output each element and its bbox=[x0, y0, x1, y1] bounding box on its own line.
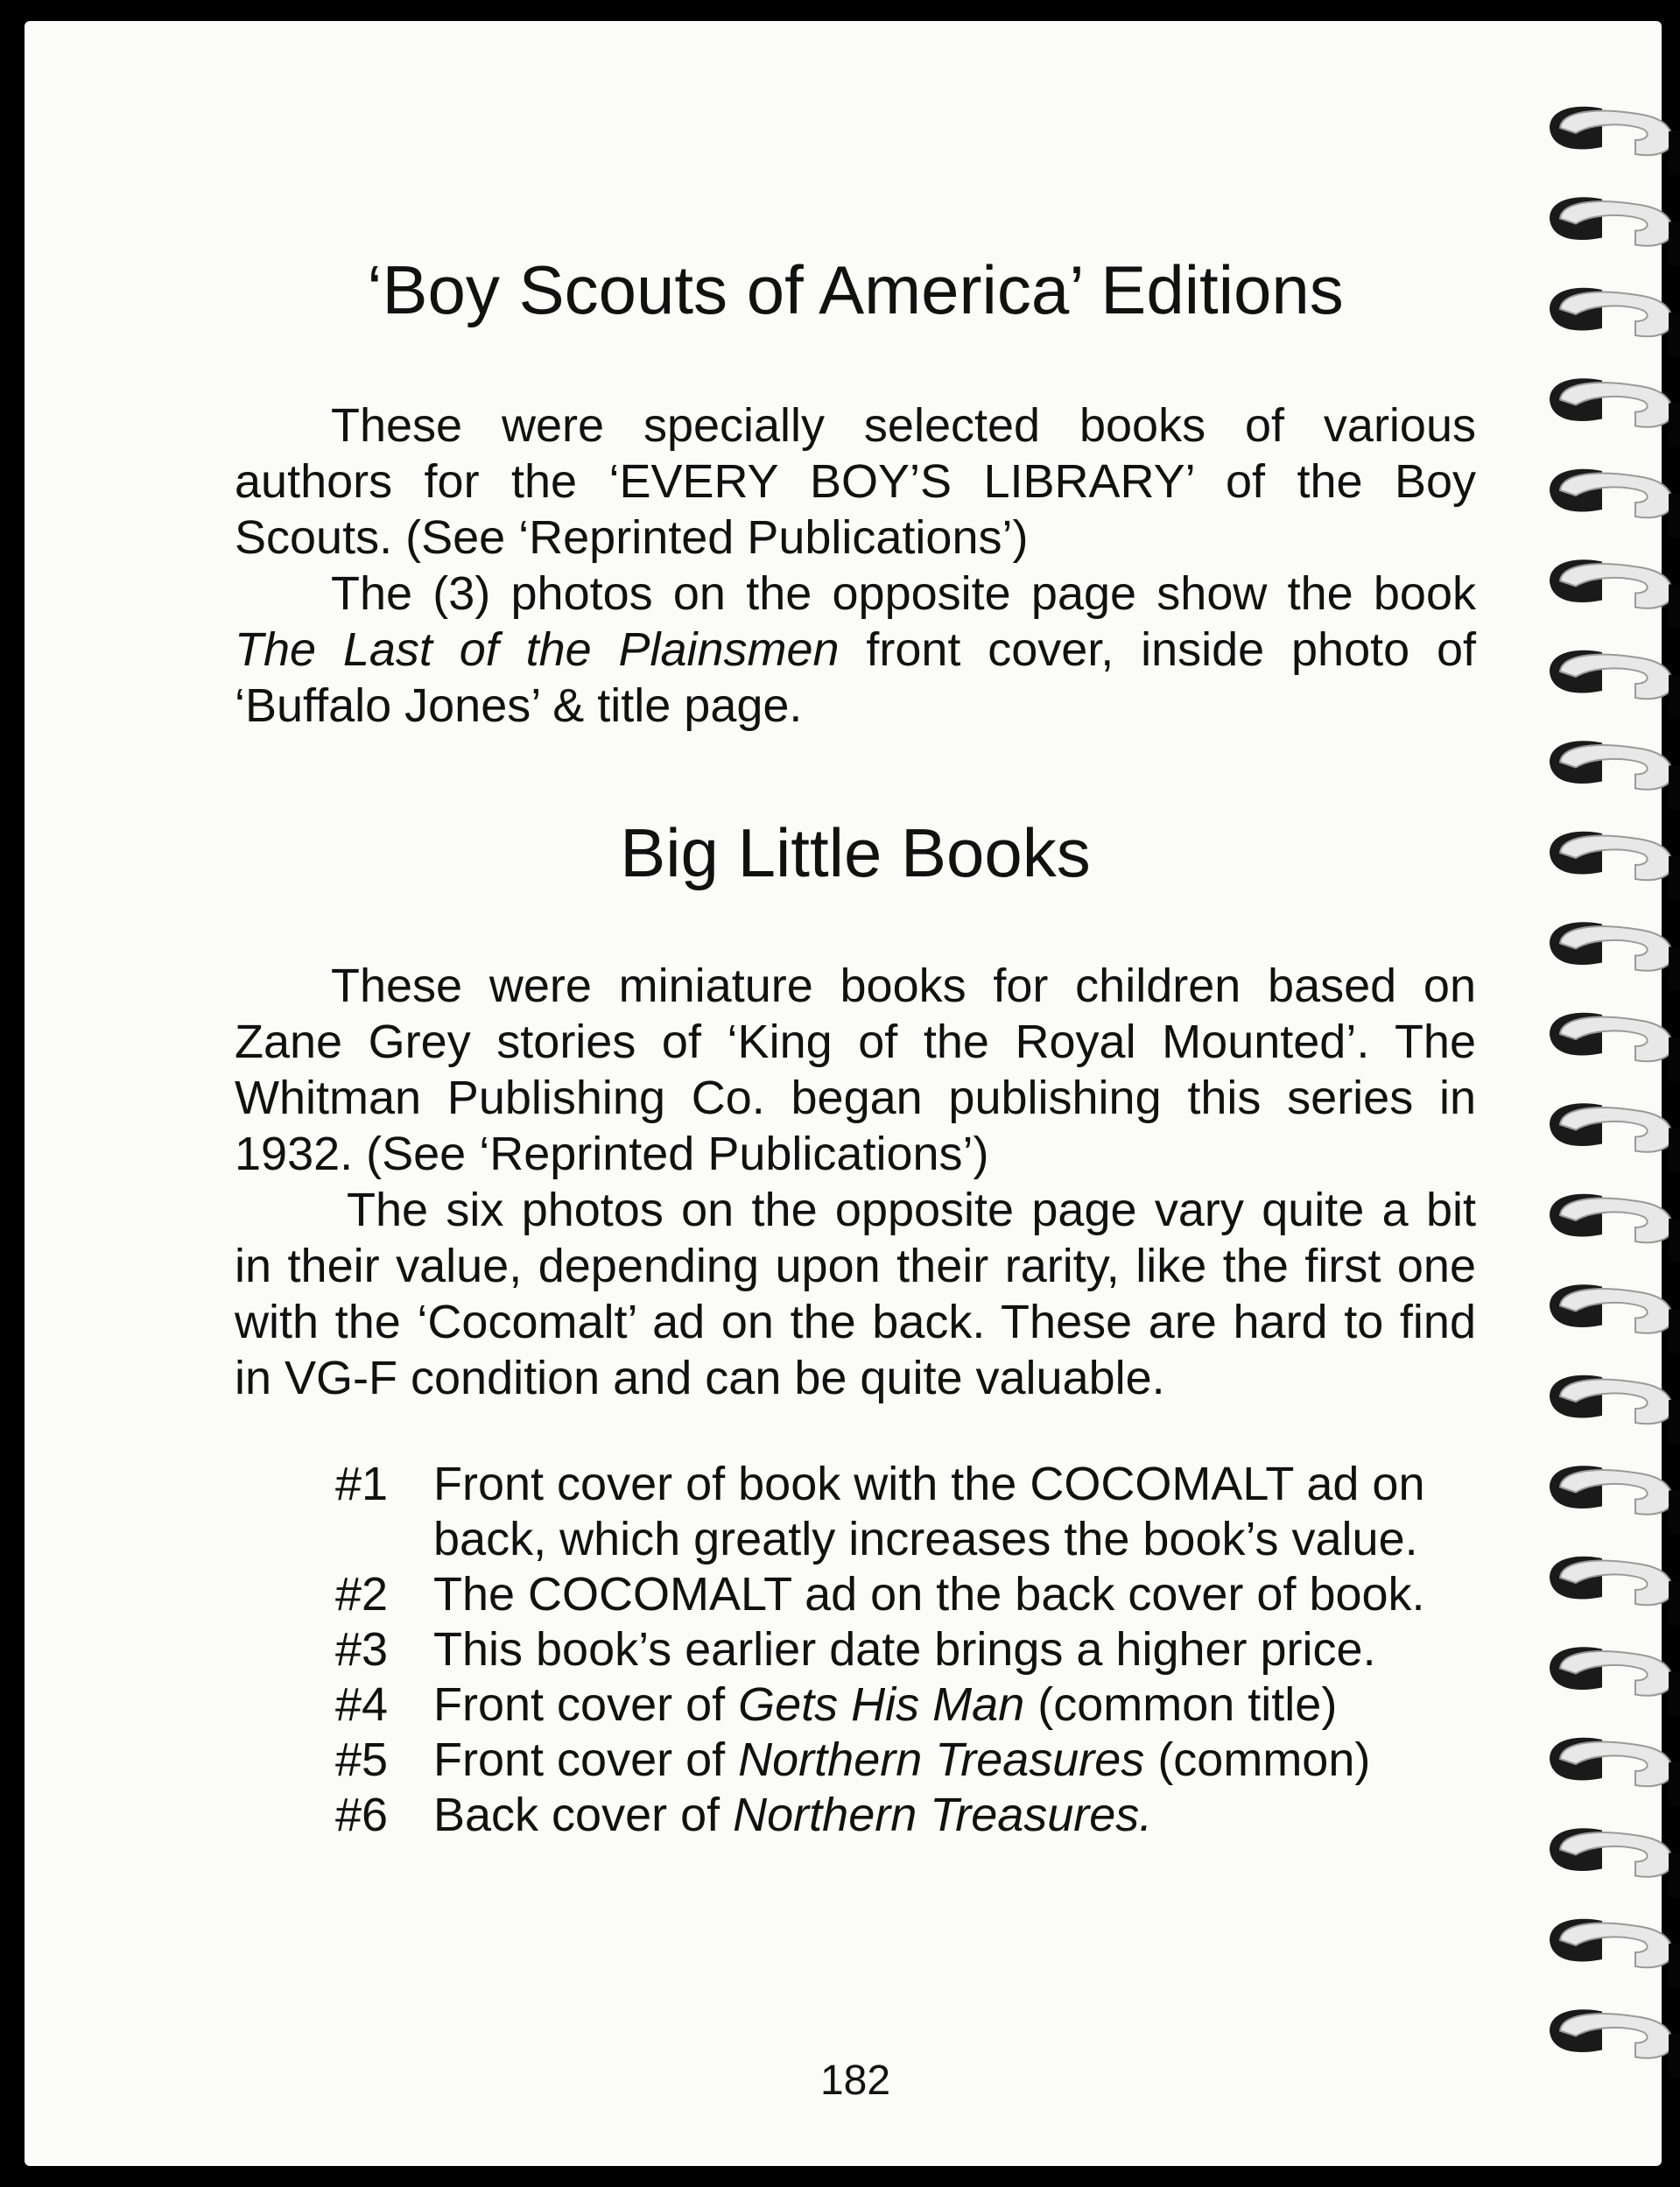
spiral-coil bbox=[1550, 378, 1680, 447]
boy-scouts-text bbox=[235, 397, 1476, 734]
list-text-part: Front cover of book with the COCOMALT ad on back, which greatly increases the book’s value. bbox=[433, 1458, 1425, 1565]
spiral-coil bbox=[1550, 1103, 1680, 1171]
spiral-coil bbox=[1550, 1828, 1680, 1896]
section-title-big-little-books: Big Little Books bbox=[620, 814, 1091, 891]
spiral-binding bbox=[1541, 84, 1680, 2150]
page-number: 182 bbox=[819, 2057, 891, 2104]
list-book-title: Northern Treasures. bbox=[733, 1789, 1153, 1841]
spiral-coil bbox=[1550, 1919, 1680, 1987]
boy-scouts-para-2-start: The (3) photos on the opposite page show the book bbox=[331, 567, 1476, 620]
list-text bbox=[433, 1457, 1500, 1567]
list-text bbox=[433, 1622, 1500, 1677]
spiral-coil bbox=[1550, 832, 1680, 900]
list-text-after: (common title) bbox=[1024, 1678, 1338, 1731]
spiral-coil bbox=[1550, 107, 1680, 175]
section-title-boy-scouts: ‘Boy Scouts of America’ Editions bbox=[367, 251, 1344, 328]
spiral-coil bbox=[1550, 650, 1680, 719]
list-text-part: The COCOMALT ad on the back cover of book. bbox=[433, 1568, 1425, 1621]
list-item bbox=[335, 1788, 1500, 1843]
spiral-coil bbox=[1550, 1013, 1680, 1081]
spiral-coil bbox=[1550, 1375, 1680, 1444]
list-text bbox=[433, 1567, 1500, 1622]
list-text-part: This book’s earlier date brings a higher price. bbox=[433, 1623, 1376, 1676]
spiral-coil bbox=[1550, 922, 1680, 990]
list-number: #4 bbox=[335, 1678, 389, 1731]
photo-list bbox=[335, 1457, 1500, 1843]
spiral-coil bbox=[1550, 469, 1680, 538]
list-number: #5 bbox=[335, 1733, 389, 1786]
book-page bbox=[25, 21, 1662, 2166]
list-item bbox=[335, 1677, 1500, 1733]
list-number: #6 bbox=[335, 1789, 389, 1841]
list-item bbox=[335, 1457, 1500, 1567]
spiral-coil bbox=[1550, 1557, 1680, 1625]
list-book-title: Northern Treasures bbox=[738, 1733, 1145, 1786]
boy-scouts-para-2-end: front cover, inside photo of ‘Buffalo Jones’ & title page. bbox=[235, 623, 1476, 732]
list-text-part: Back cover of bbox=[433, 1789, 734, 1841]
book-title-last-of-plainsmen: The Last of the Plainsmen bbox=[235, 623, 840, 676]
list-text bbox=[433, 1677, 1500, 1733]
list-text-part: Front cover of bbox=[433, 1678, 739, 1731]
spiral-coil bbox=[1550, 1194, 1680, 1262]
spiral-coil bbox=[1550, 1466, 1680, 1534]
spiral-coil bbox=[1550, 1647, 1680, 1715]
list-text bbox=[433, 1788, 1500, 1843]
spiral-coil bbox=[1550, 2009, 1680, 2078]
spiral-coil bbox=[1550, 288, 1680, 356]
spiral-coil bbox=[1550, 1284, 1680, 1353]
list-number: #3 bbox=[335, 1623, 389, 1676]
list-item bbox=[335, 1733, 1500, 1788]
big-little-books-para-2: The six photos on the opposite page vary quite a bit in their value, depending upon their rarity, like the first one with the ‘Cocomalt’ ad on the back. These are hard to find in VG-F condition and can be quite valuable. bbox=[235, 1184, 1476, 1404]
boy-scouts-para-1: These were specially selected books of various authors for the ‘EVERY BOY’S LIBRARY’ of the Boy Scouts. (See ‘Reprinted Publications’) bbox=[235, 399, 1476, 564]
spiral-coil bbox=[1550, 741, 1680, 809]
spiral-coil bbox=[1550, 1738, 1680, 1806]
list-item bbox=[335, 1622, 1500, 1677]
big-little-books-text bbox=[235, 958, 1476, 1406]
spiral-coil bbox=[1550, 197, 1680, 265]
list-number: #1 bbox=[335, 1458, 389, 1510]
big-little-books-para-1: These were miniature books for children based on Zane Grey stories of ‘King of the Royal Mounted’. The Whitman Publishing Co. began publishing this series in 1932. (See ‘Reprinted Publications’) bbox=[235, 960, 1476, 1180]
list-number: #2 bbox=[335, 1568, 389, 1621]
list-item bbox=[335, 1567, 1500, 1622]
list-text bbox=[433, 1733, 1500, 1788]
list-book-title: Gets His Man bbox=[738, 1678, 1025, 1731]
spiral-coil bbox=[1550, 559, 1680, 628]
list-text-part: Front cover of bbox=[433, 1733, 739, 1786]
list-text-after: (common) bbox=[1144, 1733, 1371, 1786]
